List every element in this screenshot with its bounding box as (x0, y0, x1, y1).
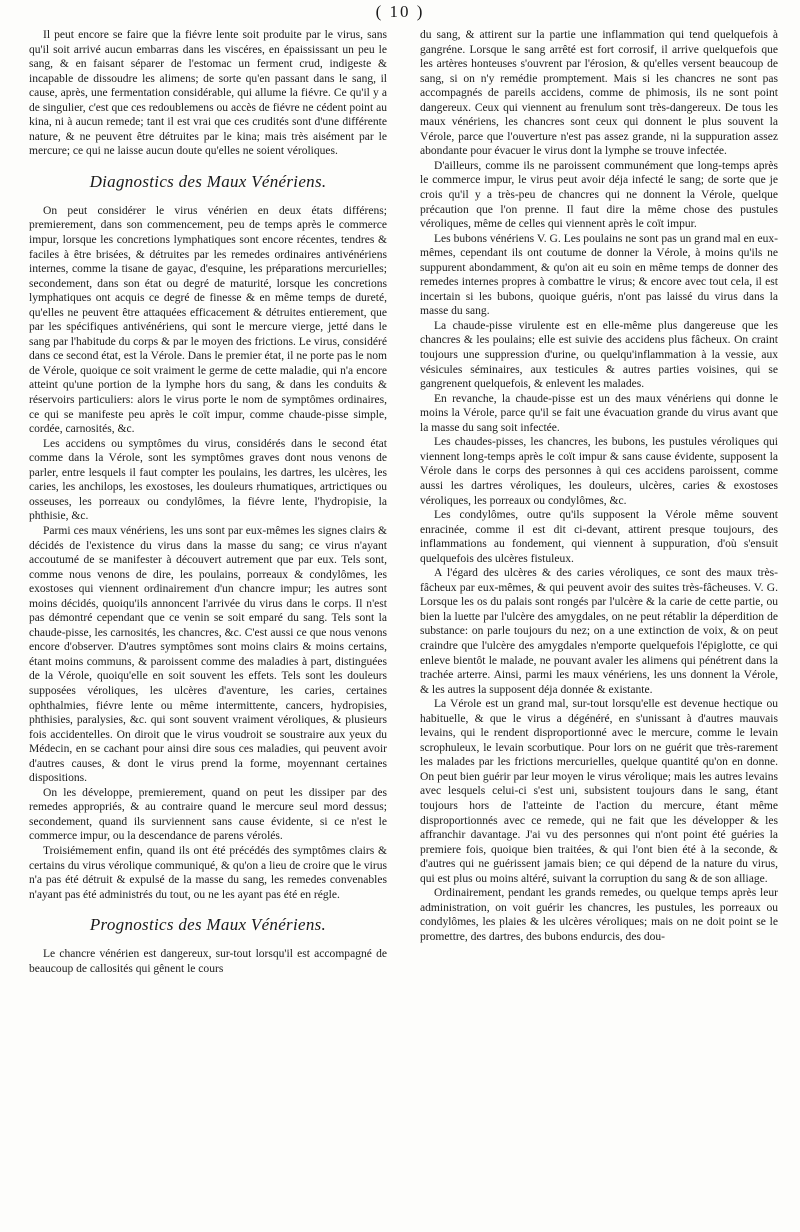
paragraph: La Vérole est un grand mal, sur-tout lorsqu'elle est devenue hectique ou habituelle, & que le virus a dégénéré, en s'unissant à d'autres mauvais levains, qui le rendent disproportionné avec le mercure, comme le levain scrophuleux, le levain scorbutique. Pour lors on ne guérit que très-rarement les malades par les frictions mercurielles, quelque quantité qu'on en donne. On peut bien guérir par leur moyen le virus vérolique; mais les autres levains avec lesquels celui-ci s'est uni, subsistent toujours dans le sang, étant toujours hors de l'atteinte de l'action du mercure, étant même disproportionnés avec ce remede, qui ne fait que les développer & les affranchir davantage. J'ai vu des personnes qui n'ont point été guéries la premiere fois, quoique bien traitées, & qui l'ont bien été à la seconde, & d'autres qui ne guérissent jamais bien; ce qui dépend de la nature du virus, qui est plus ou moins altéré, suivant la corruption du sang & de son alliage. (420, 698, 778, 885)
left-text-column (29, 28, 387, 1226)
paragraph: Ordinairement, pendant les grands remedes, ou quelque temps après leur administration, on voit guérir les chancres, les pustules, les porreaux ou condylômes, les plaies & les ulcères véroliques; mais on ne doit point se le promettre, des dartres, des bubons endurcis, des dou- (420, 887, 778, 943)
paragraph: Les chaudes-pisses, les chancres, les bubons, les pustules véroliques qui viennent long-temps après le coït impur & sans cause évidente, supposent la Vérole dans le corps des personnes à qui ces accidens paroissent, comme aussi les dartres véroliques, les douleurs, ulcères, caries & exostoses véroliques, les porreaux ou condylômes, &c. (420, 436, 778, 507)
paragraph: A l'égard des ulcères & des caries véroliques, ce sont des maux très-fâcheux par eux-mêmes, & qui peuvent avoir des suites très-fâcheuses. V. G. Lorsque les os du palais sont rongés par l'ulcère & la carie de cette partie, ou bien la luette par l'ulcère des amygdales, on ne peut rétablir la déperdition de substance: on parle toujours du nez; on a une extinction de voix, & on peut craindre que l'ulcère des amygdales n'emporte quelquefois l'épiglotte, ce qui enleve bientôt le malade, ne pouvant avaler les alimens qui pénétrent dans la trachée arterre. Ainsi, parmi les maux vénériens, les uns donnent la Vérole, & les autres la supposent déja donnée & existante. (420, 567, 778, 696)
paragraph: Les accidens ou symptômes du virus, considérés dans le second état comme dans la Vérole, sont les symptômes graves dont nous venons de parler, entre lesquels il faut compter les poulains, les dartres, les ulcères, les caries, les anchilops, les exostoses, les douleurs rhumatiques, artrictiques ou osseuses, les porreaux ou condylômes, la fiévre lente, l'hydropisie, la phthisie, &c. (29, 437, 387, 523)
paragraph: On peut considérer le virus vénérien en deux états différens; premierement, dans son commencement, peu de temps après le commerce impur, lorsque les concretions lymphatiques sont encore récentes, tendres & faciles à être brisées, & détruites par les remedes ordinaires antivénériens internes, comme la tisane de gayac, d'esquine, les préparations mercurielles; secondement, dans son état ou degré de maturité, lorsque les concretions lymphatiques ont acquis ce degré de finesse & en même temps de dureté, qu'elles ne peuvent être attaquées efficacement & détruites entierement, que par les spécifiques antivénériens, qui sont le mercure vierge, jetté dans le sang par l'habitude du corps & par le moyen des frictions. Le virus, considéré dans ce second état, est la Vérole. Dans le premier état, il ne porte pas le nom de Vérole, quoique ce soit vraiment le germe de cette maladie, qui n'a encore atteint qu'une portion de la lymphe hors du sang, & dans les conduits & réservoirs particuliers: alors le virus porte le nom de symptômes ordinaires, ce qui se manifeste peu après le coït impur, comme chaude-pisse simple, cordée, carnosités, &c. (29, 204, 387, 436)
paragraph: D'ailleurs, comme ils ne paroissent communément que long-temps après le commerce impur, le virus peut avoir déja infecté le sang; de sorte que je crois qu'il y a très-peu de chancres qui ne donnent la Vérole, quelque précaution que l'on prenne. Il faut dire la même chose des pustules véroliques, même de celles qui viennent après le coït impur. (420, 159, 778, 231)
paragraph: Les condylômes, outre qu'ils supposent la Vérole même souvent enracinée, comme il est dit ci-devant, attirent presque toujours, des inflammations au fondement, qui viennent à suppuration, d'où s'ensuit quelquefois des ulcères fistuleux. (420, 509, 778, 565)
paragraph: Parmi ces maux vénériens, les uns sont par eux-mêmes les signes clairs & décidés de l'existence du virus dans la masse du sang; ce virus n'ayant accoutumé de se manifester à découvert autrement que par eux. Tels sont, comme nous venons de dire, les poulains, porreaux & condylômes, les exostoses qui viennent ordinairement d'un chancre impur; les autres sont moins décidés, quoiqu'ils annoncent l'arrivée du virus dans le corps. Il n'est pas démontré cependant que ce venin se soit emparé du sang. Tels sont la chaude-pisse, les carnosités, les chancres, &c. C'est aussi ce que nous venons encore d'observer. D'autres symptômes sont moins clairs & moins certains, étant moins communs, & paroissent comme des maladies à part, distinguées de la Vérole, quoiqu'elle en soit souvent les effets. Tels sont les douleurs supposées véroliques, les ulcères d'aventure, les caries, certaines ophthalmies, fiévre lente ou même intermittente, cancers, hydropisies, phthisies, paralysies, &c. qui sont souvent vraiment véroliques, & plusieurs fois accidentelles. On diroit que le virus voudroit se soustraire aux yeux du Médecin, en se cachant pour ainsi dire sous ces maladies, qui peuvent avoir d'autres causes, & dont le virus prend la forme, moyennant certaines dispositions. (29, 524, 387, 785)
paragraph: On les développe, premierement, quand on peut les dissiper par des remedes appropriés, & au contraire quand le mercure seul mord dessus; secondement, quand ils surviennent sans cause évidente, si ce n'est le commerce impur, ou la descendance de parens vérolés. (29, 786, 387, 843)
section-heading-diagnostics: Diagnostics des Maux Vénériens. (89, 171, 327, 191)
paragraph: Troisiémement enfin, quand ils ont été précédés des symptômes clairs & certains du virus vérolique communiqué, & qu'on a lieu de croire que le virus n'a pas été détruit & expulsé de la masse du sang, les remedes convenables n'ayant pas été administrés du tout, ou ne les ayant pas été en régle. (29, 844, 387, 901)
paragraph: Le chancre vénérien est dangereux, sur-tout lorsqu'il est accompagné de beaucoup de callosités qui gênent le cours (29, 948, 387, 975)
right-text-column (420, 28, 778, 1226)
paragraph: La chaude-pisse virulente est en elle-même plus dangereuse que les chancres & les poulains; elle est suivie des accidens plus fâcheux. On craint toujours une suppression d'urine, ou quelqu'inflammation à la vessie, aux vésicules séminaires, aux testicules & autres parties voisines, qui se gangrenent quelquefois, & enlevent les malades. (420, 319, 778, 391)
page-number: ( 10 ) (375, 2, 425, 21)
paragraph: Il peut encore se faire que la fiévre lente soit produite par le virus, sans qu'il soit arrivé aucun embarras dans les viscéres, en épaississant un peu le sang, & en faisant séparer de l'estomac un ferment crud, indigeste & incapable de dissoudre les alimens; de sorte qu'en passant dans le sang, il cause, après, une fermentation considérable, qui allume la fiévre. Ce qu'il y a de singulier, c'est que ces redoublemens ou accès de fiévre ne cédent point au kina, ni à aucun remede; tant il est vrai que ces crudités sont d'une différente nature, & ne peuvent être détruites par le kina; mais très aisément par le mercure; ce qui ne laisse aucun doute qu'elles ne soient véroliques. (29, 29, 387, 158)
section-heading-prognostics: Prognostics des Maux Vénériens. (89, 915, 327, 935)
paragraph: du sang, & attirent sur la partie une inflammation qui tend quelquefois à gangréne. Lorsque le sang arrêté est fort corrosif, il arrive quelquefois que les artères honteuses s'ouvrent par l'érosion, & qu'elles versent beaucoup de sang, si on n'y remédie promptement. Mais si les chancres ne sont pas accompagnés de pareils accidens, comme de phimosis, ils ne sont point dangereux. Ceux qui viennent au frenulum sont très-dangereux. De tous les maux vénériens, les chancres sont ceux qui donnent le plus souvent la Vérole, parce que l'ouverture n'est pas assez grande, ni la suppuration assez abondante pour évacuer le virus dont la lymphe se trouve infectée. (420, 29, 778, 158)
paragraph: Les bubons vénériens V. G. Les poulains ne sont pas un grand mal en eux-mêmes, cependant ils ont coutume de donner la Vérole, à moins qu'ils ne suppurent abondamment, & qu'on ait eu soin en même temps de donner des remedes internes propres à combattre le virus; & encore avec tout cela, il est incertain si les bubons, quoique guéris, n'ont pas laissé du virus dans la masse du sang. (420, 232, 778, 318)
paragraph: En revanche, la chaude-pisse est un des maux vénériens qui donne le moins la Vérole, parce qu'il se fait une évacuation grande du virus avant que la masse du sang soit infectée. (420, 392, 778, 434)
